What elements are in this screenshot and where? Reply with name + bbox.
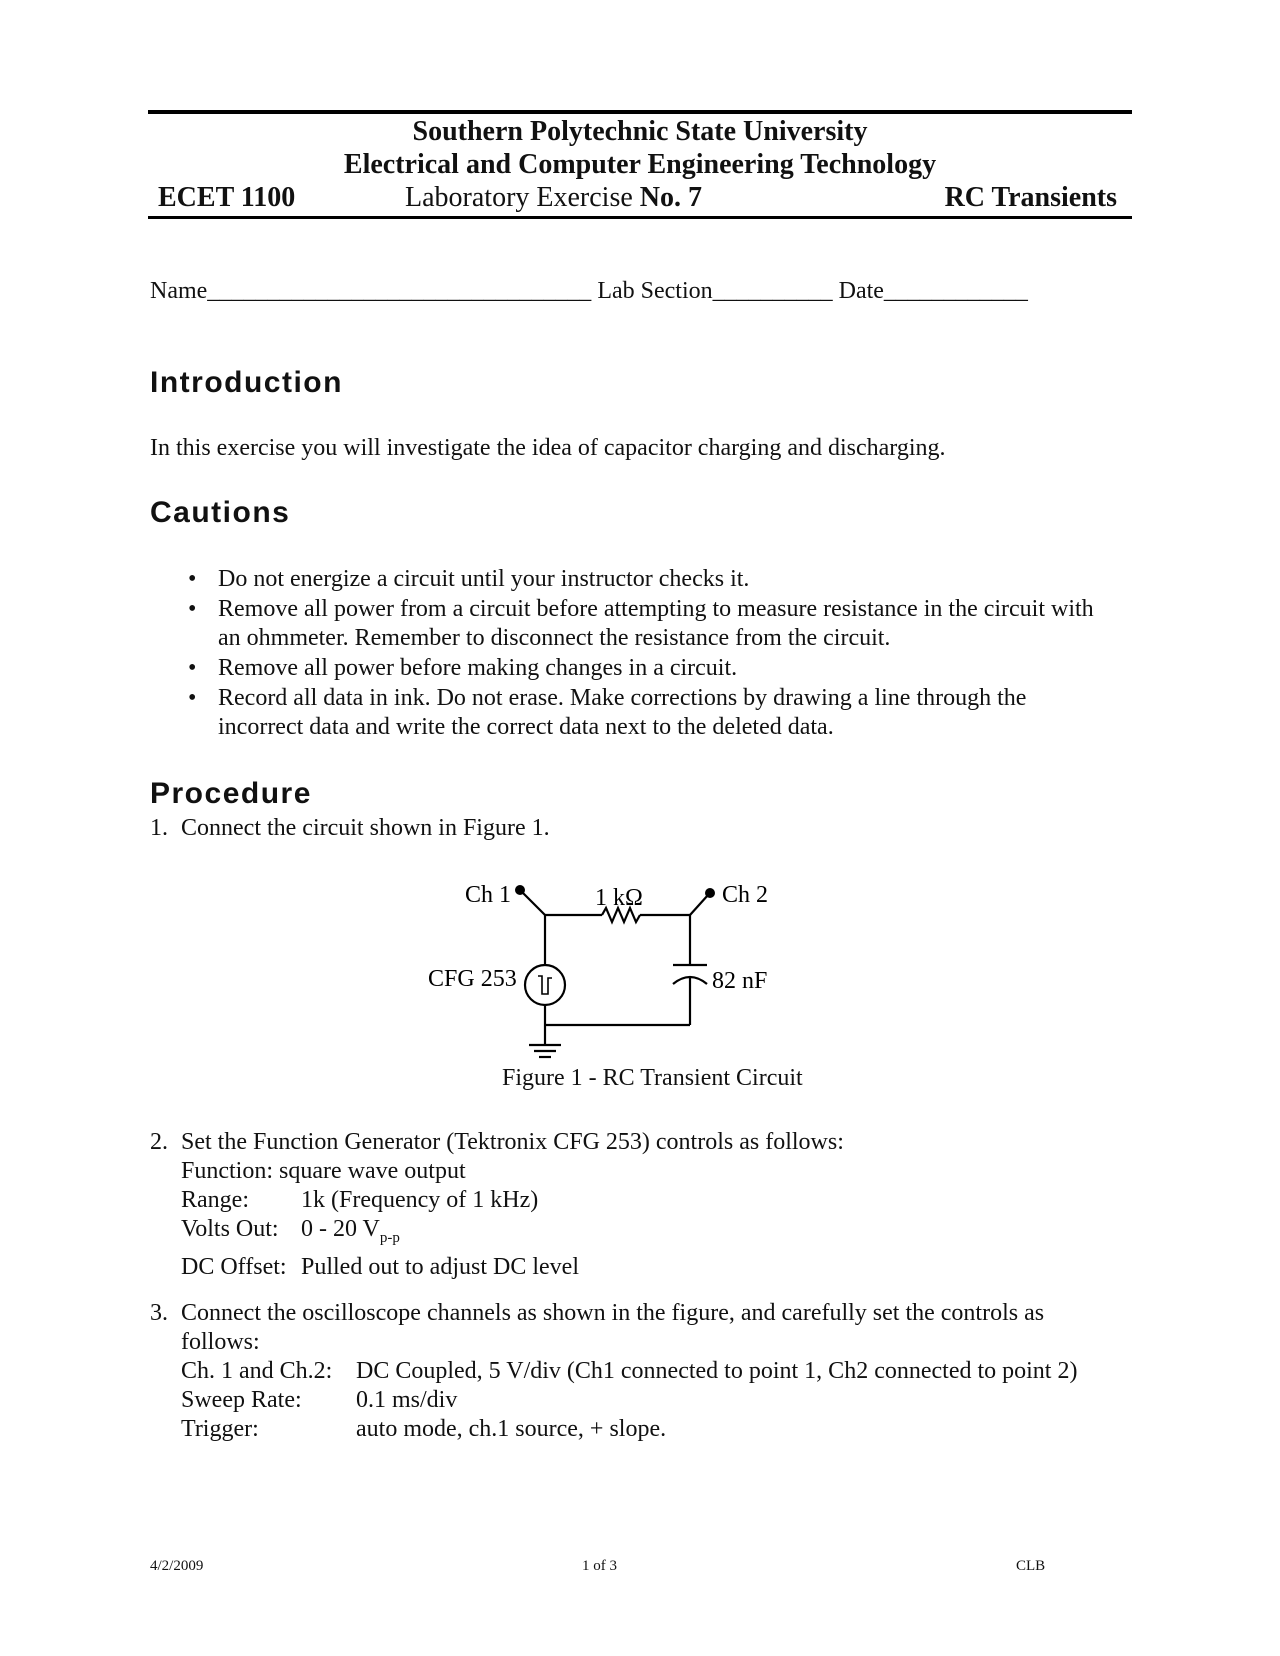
date-field[interactable]: Date____________ xyxy=(838,278,1028,304)
list-item: • Do not energize a circuit until your instructor checks it. xyxy=(188,565,1108,594)
volts-label: Volts Out: xyxy=(181,1216,279,1242)
exercise-title xyxy=(405,182,702,214)
function-value: square wave output xyxy=(279,1158,466,1184)
list-item: • Record all data in ink. Do not erase. Make corrections by drawing a line through the incorrect data and write the correct data next to the deleted data. xyxy=(188,684,1108,742)
lab-topic: RC Transients xyxy=(944,182,1117,213)
header-bottom-rule xyxy=(148,216,1132,219)
offset-label: DC Offset: xyxy=(181,1253,287,1280)
ch1-lead xyxy=(522,892,545,915)
introduction-heading: Introduction xyxy=(150,366,343,399)
step-3 xyxy=(150,1299,1135,1444)
footer-date: 4/2/2009 xyxy=(150,1558,204,1574)
ch1-node xyxy=(515,885,525,895)
step-text: Connect the oscilloscope channels as shown in the figure, and carefully set the controls as xyxy=(181,1300,1045,1326)
capacitor-label: 82 nF xyxy=(712,968,768,994)
university-name: Southern Polytechnic State University xyxy=(412,116,868,147)
step-number: 1. xyxy=(150,815,168,841)
square-wave-glyph xyxy=(538,976,552,994)
list-item: • Remove all power from a circuit before attempting to measure resistance in the circuit with an ohmmeter. Remember to disconnect the resistance from the circuit. xyxy=(188,595,1108,653)
range-label: Range: xyxy=(181,1187,249,1213)
ch1-label: Ch 1 xyxy=(465,882,512,908)
ch2-label: Ch 2 xyxy=(722,882,769,908)
channel-label: Ch. 1 and Ch.2: xyxy=(181,1358,333,1384)
cautions-heading: Cautions xyxy=(150,496,291,529)
sweep-label: Sweep Rate: xyxy=(181,1387,302,1413)
list-item: • Remove all power before making changes in a circuit. xyxy=(188,654,1108,683)
source-label: CFG 253 xyxy=(428,966,517,992)
lab-section-field[interactable]: Lab Section__________ xyxy=(597,278,833,304)
volts-range: 0 - 20 V xyxy=(301,1216,380,1242)
footer-initials: CLB xyxy=(1016,1558,1046,1574)
course-code: ECET 1100 xyxy=(158,182,296,213)
step-number: 2. xyxy=(150,1129,168,1155)
department-name: Electrical and Computer Engineering Technology xyxy=(343,149,937,180)
sweep-value: 0.1 ms/div xyxy=(356,1387,458,1413)
step-1 xyxy=(150,814,550,843)
name-field[interactable]: Name________________________________ xyxy=(150,278,592,304)
step-text: Set the Function Generator (Tektronix CFG 253) controls as follows: xyxy=(181,1129,844,1155)
step-text: Connect the circuit shown in Figure 1. xyxy=(181,815,550,841)
range-value: 1k (Frequency of 1 kHz) xyxy=(301,1187,539,1213)
source-symbol xyxy=(525,965,565,1005)
step-2 xyxy=(150,1128,1110,1282)
procedure-heading: Procedure xyxy=(150,777,312,810)
figure-caption: Figure 1 - RC Transient Circuit xyxy=(502,1065,803,1091)
header-top-rule xyxy=(148,110,1132,114)
trigger-value: auto mode, ch.1 source, + slope. xyxy=(356,1416,667,1442)
cautions-list xyxy=(188,565,1108,743)
ch2-node xyxy=(705,888,715,898)
step-text-continued: follows: xyxy=(181,1329,260,1355)
volts-subscript: p-p xyxy=(379,1229,400,1246)
exercise-label: Laboratory Exercise xyxy=(405,182,633,213)
channel-value: DC Coupled, 5 V/div (Ch1 connected to point 1, Ch2 connected to point 2) xyxy=(356,1358,1078,1384)
ch2-lead xyxy=(690,895,708,915)
offset-value: Pulled out to adjust DC level xyxy=(301,1253,579,1280)
step-number: 3. xyxy=(150,1300,168,1326)
function-label: Function: xyxy=(181,1158,274,1184)
footer-page-number: 1 of 3 xyxy=(582,1558,617,1574)
trigger-label: Trigger: xyxy=(181,1416,259,1442)
student-info-line xyxy=(150,278,1028,305)
volts-value xyxy=(301,1215,400,1253)
exercise-number: No. 7 xyxy=(639,182,703,213)
resistor-label: 1 kΩ xyxy=(595,885,643,911)
rc-circuit-diagram xyxy=(428,870,840,1070)
introduction-text: In this exercise you will investigate the idea of capacitor charging and discharging. xyxy=(150,435,946,461)
